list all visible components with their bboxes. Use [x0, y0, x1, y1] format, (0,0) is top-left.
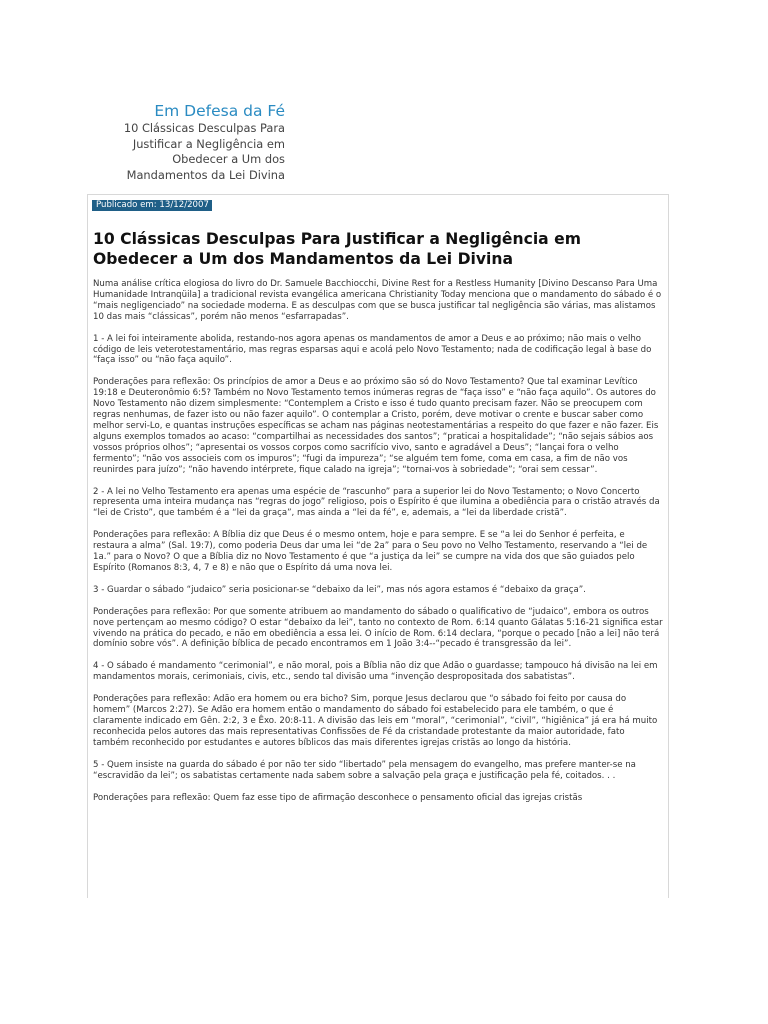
intro-paragraph: Numa análise crítica elogiosa do livro do Dr. Samuele Bacchiocchi, Divine Rest for a Restless Humanity [Divino Descanso Para Uma Humanidade Intranqüila] a tradicional revista evangélica americana Christianity Today menciona que o mandamento do sábado é o “mais negligenciado” na sociedade moderna. E as desculpas com que se busca justificar tal negligência são várias, mas alistamos 10 das mais “clássicas”, porém não menos “esfarrapadas”. — [93, 279, 662, 322]
reflection-5-paragraph: Ponderações para reflexão: Quem faz esse tipo de afirmação desconhece o pensamento oficial das igrejas cristãs — [93, 792, 583, 803]
reflection-1-paragraph: Ponderações para reflexão: Os princípios de amor a Deus e ao próximo são só do Novo Testamento? Que tal examinar Levítico 19:18 e Deuteronômio 6:5? Também no Novo Testamento temos inúmeras regras de “faça isso” e “não faça aquilo”. Os autores do Novo Testamento não dizem simplesmente: “Contemplem a Cristo e isso é tudo quanto precisam fazer. Não se preocupem com regras nenhumas, de fazer isto ou não fazer aquilo”. O contemplar a Cristo, porém, deve motivar o crente e buscar saber como melhor servi-Lo, e quantas instruções específicas se acham nas páginas neotestamentárias a respeito do que fazer e não fazer. Eis alguns exemplos tomados ao acaso: “compartilhai as necessidades dos santos”; “praticai a hospitalidade”; “não sejais sábios aos vossos próprios olhos”; “apresentai os vossos corpos como sacrifício vivo, santo e agradável a Deus”; “lançai fora o velho fermento”; “não vos associeis com os impuros”; “fugi da impureza”; “se alguém tem fome, coma em casa, a fim de não vos reunirdes para juízo”; “não havendo intérprete, fique calado na igreja”; “tornai-vos à sobriedade”; “orai sem cessar”. — [93, 377, 659, 475]
article-body — [93, 279, 663, 814]
excuse-1-paragraph: 1 - A lei foi inteiramente abolida, restando-nos agora apenas os mandamentos de amor a Deus e ao próximo; não mais o velho código de leis veterotestamentário, mas regras esparsas aqui e acolá pelo Novo Testamento; nada de codificação legal à base do “faça isso” ou “não faça aquilo”. — [93, 333, 652, 366]
published-date-badge: Publicado em: 13/12/2007 — [92, 200, 212, 211]
article-title: 10 Clássicas Desculpas Para Justificar a Negligência em Obedecer a Um dos Mandamentos da Lei Divina — [93, 230, 581, 268]
excuse-2-paragraph: 2 - A lei no Velho Testamento era apenas uma espécie de “rascunho” para a superior lei do Novo Testamento; o Novo Concerto representa uma inteira mudança nas “regras do jogo” religioso, pois o Espírito é que ilumina a obediência para o cristão através da “lei de Cristo”, que também é a “lei da graça”, mas ainda a “lei da fé”, e, ademais, a “lei da liberdade cristã”. — [93, 486, 660, 519]
reflection-2-paragraph: Ponderações para reflexão: A Bíblia diz que Deus é o mesmo ontem, hoje e para sempre. E se “a lei do Senhor é perfeita, e restaura a alma” (Sal. 19:7), como poderia Deus dar uma lei “de 2a” para o Seu povo no Velho Testamento, reservando a “lei de 1a.” para o Novo? O que a Bíblia diz no Novo Testamento é que “a justiça da lei” se cumpre na vida dos que são guiados pelo Espírito (Romanos 8:3, 4, 7 e 8) e não que o Espírito dá uma nova lei. — [93, 530, 648, 573]
article-container — [87, 194, 669, 898]
excuse-4-paragraph: 4 - O sábado é mandamento “cerimonial”, e não moral, pois a Bíblia não diz que Adão o guardasse; tampouco há divisão na lei em mandamentos morais, cerimoniais, civis, etc., sendo tal divisão uma “invenção despropositada dos sabatistas”. — [93, 661, 658, 683]
excuse-3-paragraph: 3 - Guardar o sábado “judaico” seria posicionar-se “debaixo da lei”, mas nós agora estamos é “debaixo da graça”. — [93, 584, 586, 595]
reflection-4-paragraph: Ponderações para reflexão: Adão era homem ou era bicho? Sim, porque Jesus declarou que “o sábado foi feito por causa do homem” (Marcos 2:27). Se Adão era homem então o mandamento do sábado foi estabelecido para ele também, o que é claramente indicado em Gên. 2:2, 3 e Êxo. 20:8-11. A divisão das leis em “moral”, “cerimonial”, “civil”, “higiênica” já era há muito reconhecida pelos autores das mais representativas Confissões de Fé da cristandade protestante da maior autoridade, fato também reconhecido por estudantes e autores bíblicos das mais diferentes igrejas cristãs ao longo da história. — [93, 694, 658, 748]
site-title[interactable]: Em Defesa da Fé — [154, 102, 285, 120]
site-subtitle: 10 Clássicas Desculpas Para Justificar a Negligência em Obedecer a Um dos Mandamentos da Lei Divina — [123, 121, 285, 182]
reflection-3-paragraph: Ponderações para reflexão: Por que somente atribuem ao mandamento do sábado o qualificativo de “judaico”, embora os outros nove pertençam ao mesmo código? O estar “debaixo da lei”, tanto no contexto de Rom. 6:14 quanto Gálatas 5:16-21 significa estar vivendo na prática do pecado, e não em obediência a essa lei. O início de Rom. 6:14 declara, “porque o pecado [não a lei] não terá domínio sobre vós”. A definição bíblica de pecado encontramos em 1 João 3:4--“pecado é transgressão da lei”. — [93, 606, 663, 650]
excuse-5-paragraph: 5 - Quem insiste na guarda do sábado é por não ter sido “libertado” pela mensagem do evangelho, mas prefere manter-se na “escravidão da lei”; os sabatistas certamente nada sabem sobre a salvação pela graça e justificação pela fé, coitados. . . — [93, 759, 636, 781]
